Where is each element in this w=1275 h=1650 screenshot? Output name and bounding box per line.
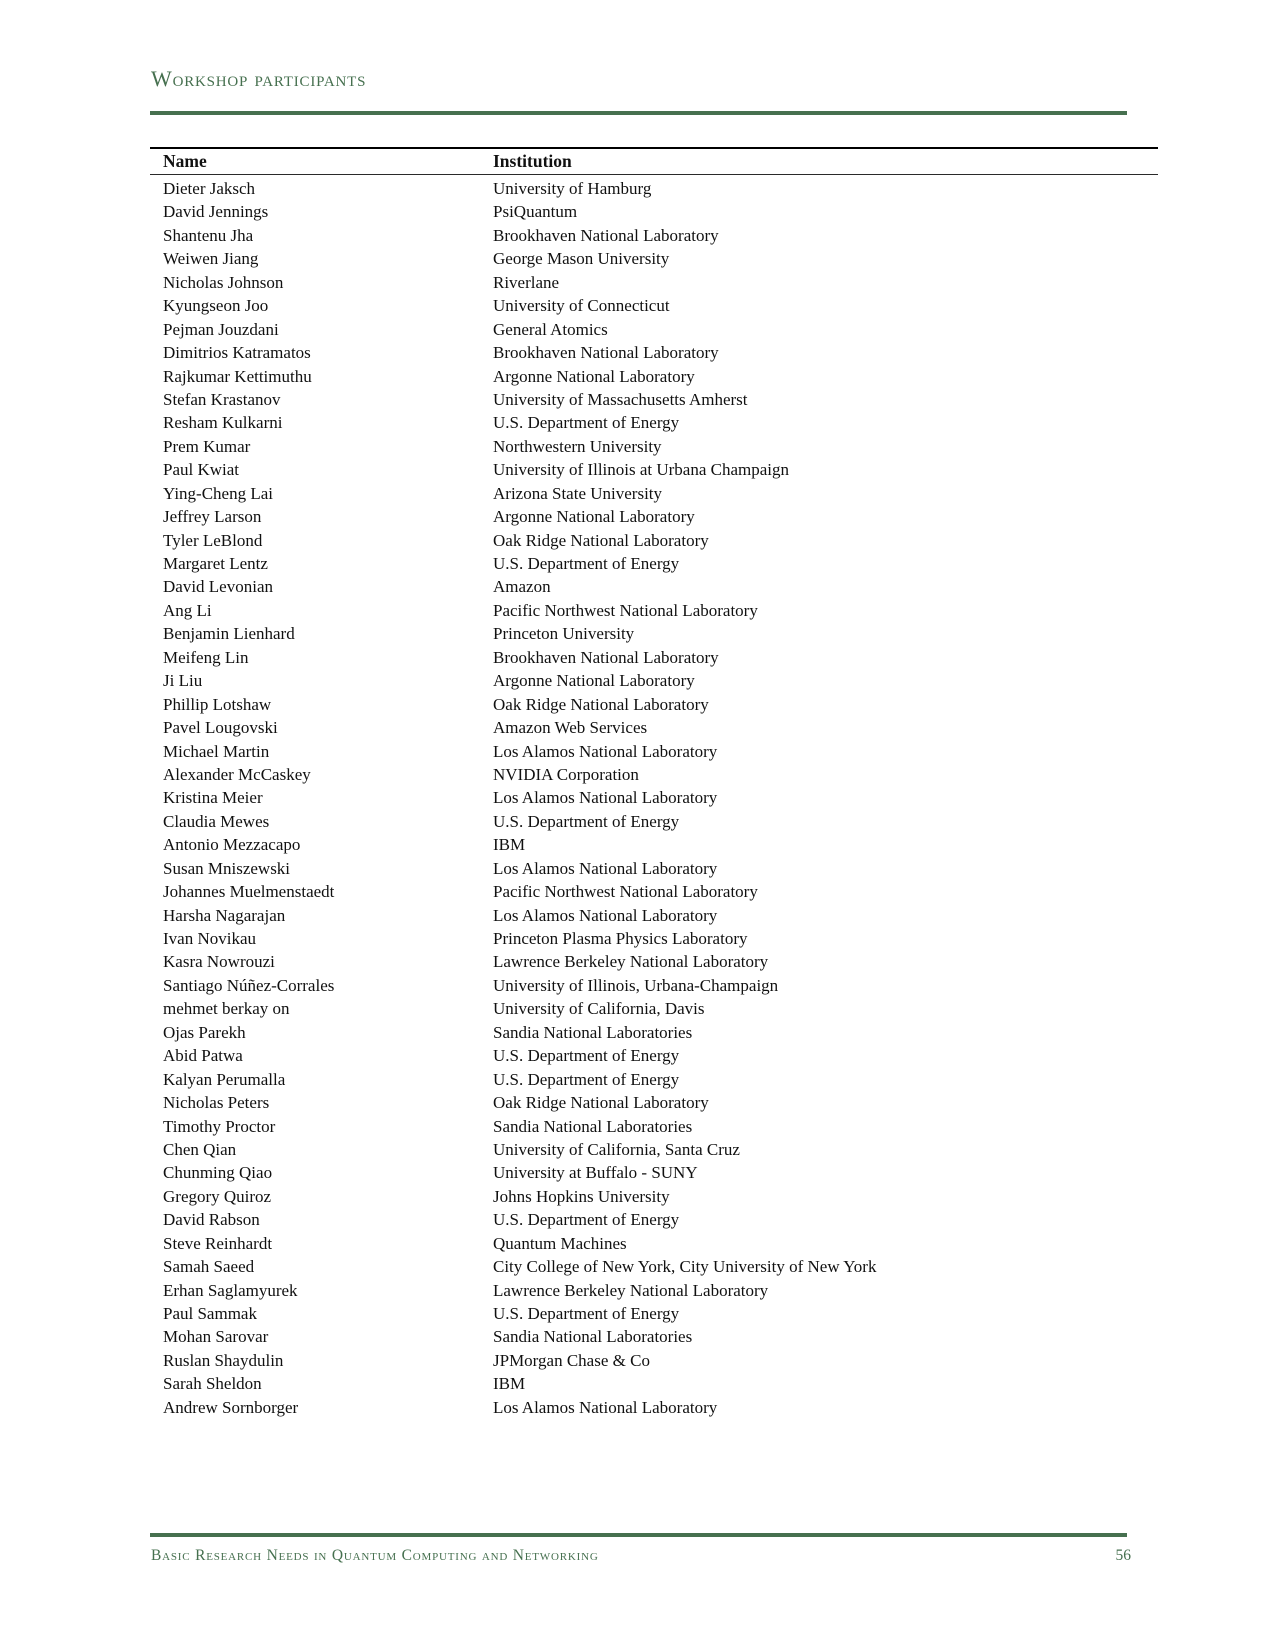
table-row	[163, 224, 1163, 247]
participant-institution: Princeton Plasma Physics Laboratory	[493, 929, 748, 948]
table-row	[163, 435, 1163, 458]
participant-name: Dieter Jaksch	[163, 179, 256, 198]
participant-institution: NVIDIA Corporation	[493, 764, 639, 784]
footer-rule	[150, 1533, 1127, 1537]
participant-name: Rajkumar Kettimuthu	[163, 366, 312, 386]
page-title: Workshop participants	[151, 66, 367, 91]
table-row	[163, 997, 1163, 1020]
participant-institution: Argonne National Laboratory	[493, 507, 695, 527]
participant-institution: Los Alamos National Laboratory	[493, 858, 718, 878]
table-row	[163, 1232, 1163, 1255]
table-row	[163, 1372, 1163, 1395]
table-row	[163, 575, 1163, 598]
participant-name: Gregory Quiroz	[163, 1186, 272, 1206]
participant-institution: Arizona State University	[493, 483, 663, 503]
participant-name: Mohan Sarovar	[163, 1327, 269, 1347]
participant-name: Ang Li	[163, 600, 212, 620]
participant-institution: George Mason University	[493, 249, 670, 269]
participant-name: Harsha Nagarajan	[163, 905, 286, 925]
participant-institution: U.S. Department of Energy	[493, 811, 680, 831]
participant-institution: University of Illinois at Urbana Champaign	[493, 460, 790, 480]
table-row	[163, 247, 1163, 270]
participant-name: Timothy Proctor	[163, 1116, 276, 1136]
participant-institution: U.S. Department of Energy	[493, 1210, 680, 1230]
table-row	[163, 927, 1163, 950]
participant-name: mehmet berkay on	[163, 999, 290, 1019]
table-row	[163, 1255, 1163, 1278]
participant-name: Pejman Jouzdani	[163, 319, 279, 339]
participant-institution: Oak Ridge National Laboratory	[493, 1093, 709, 1113]
participant-name: Shantenu Jha	[163, 225, 254, 245]
participant-name: Paul Kwiat	[163, 460, 240, 480]
participant-institution: U.S. Department of Energy	[493, 413, 680, 433]
participant-name: Paul Sammak	[163, 1304, 257, 1323]
participant-name: David Jennings	[163, 202, 269, 222]
participant-name: Tyler LeBlond	[163, 530, 263, 550]
table-row	[163, 1044, 1163, 1067]
participant-name: Resham Kulkarni	[163, 413, 283, 433]
participant-institution: Lawrence Berkeley National Laboratory	[493, 1280, 769, 1300]
table-row	[163, 904, 1163, 927]
table-row	[163, 318, 1163, 341]
participant-name: Ying-Cheng Lai	[163, 483, 274, 503]
table-row	[163, 341, 1163, 364]
page-number: 56	[1115, 1547, 1131, 1564]
participant-name: Chen Qian	[163, 1139, 237, 1159]
table-row	[163, 177, 1163, 200]
participant-name: Stefan Krastanov	[163, 389, 281, 409]
participant-institution: Los Alamos National Laboratory	[493, 905, 718, 925]
participant-name: Johannes Muelmenstaedt	[163, 882, 335, 902]
table-row	[163, 857, 1163, 880]
participant-name: Benjamin Lienhard	[163, 624, 295, 644]
table-row	[163, 833, 1163, 856]
participant-name: Michael Martin	[163, 741, 270, 761]
participant-institution: Lawrence Berkeley National Laboratory	[493, 952, 769, 972]
table-row	[163, 1349, 1163, 1372]
participant-name: Ivan Novikau	[163, 929, 257, 948]
participant-institution: Oak Ridge National Laboratory	[493, 530, 709, 550]
table-row	[163, 1021, 1163, 1044]
participant-institution: University of California, Santa Cruz	[493, 1139, 740, 1159]
participant-institution: U.S. Department of Energy	[493, 1069, 680, 1089]
participant-name: Ji Liu	[163, 671, 203, 691]
participant-institution: U.S. Department of Energy	[493, 1304, 680, 1323]
participants-table-body	[163, 177, 1163, 1419]
table-row	[163, 950, 1163, 973]
participant-institution: Quantum Machines	[493, 1233, 627, 1253]
table-row	[163, 1115, 1163, 1138]
participant-institution: University at Buffalo - SUNY	[493, 1163, 698, 1183]
participant-institution: University of Connecticut	[493, 296, 670, 316]
table-row	[163, 294, 1163, 317]
participant-name: Alexander McCaskey	[163, 764, 311, 784]
participant-name: Antonio Mezzacapo	[163, 835, 301, 855]
participant-institution: University of Hamburg	[493, 179, 652, 198]
participant-name: Santiago Núñez-Corrales	[163, 975, 335, 995]
participant-name: Claudia Mewes	[163, 811, 270, 831]
participant-institution: Oak Ridge National Laboratory	[493, 694, 709, 714]
table-row	[163, 669, 1163, 692]
participant-institution: Amazon	[493, 577, 551, 597]
participant-name: Susan Mniszewski	[163, 858, 291, 878]
table-row	[163, 622, 1163, 645]
participant-institution: Argonne National Laboratory	[493, 366, 695, 386]
participant-institution: Brookhaven National Laboratory	[493, 647, 719, 667]
participant-institution: General Atomics	[493, 319, 608, 339]
participant-name: Nicholas Peters	[163, 1093, 270, 1113]
participant-institution: Los Alamos National Laboratory	[493, 1397, 718, 1417]
column-header-institution: Institution	[493, 151, 572, 171]
table-row	[163, 552, 1163, 575]
table-row	[163, 646, 1163, 669]
participant-institution: U.S. Department of Energy	[493, 554, 680, 573]
participant-institution: Los Alamos National Laboratory	[493, 788, 718, 808]
participant-institution: City College of New York, City University of New York	[493, 1257, 877, 1277]
table-row	[163, 1396, 1163, 1419]
participant-name: Kristina Meier	[163, 788, 263, 808]
table-header-rule	[150, 174, 1158, 176]
table-row	[163, 458, 1163, 481]
participant-institution: Los Alamos National Laboratory	[493, 741, 718, 761]
table-row	[163, 411, 1163, 434]
participant-name: Erhan Saglamyurek	[163, 1280, 298, 1300]
table-row	[163, 505, 1163, 528]
table-row	[163, 1208, 1163, 1231]
participant-name: Sarah Sheldon	[163, 1374, 262, 1394]
participant-name: Kyungseon Joo	[163, 296, 269, 316]
table-row	[163, 1185, 1163, 1208]
table-row	[163, 1279, 1163, 1302]
participant-name: Weiwen Jiang	[163, 249, 259, 269]
table-row	[163, 1325, 1163, 1348]
participant-name: Steve Reinhardt	[163, 1233, 273, 1253]
footer-title: Basic Research Needs in Quantum Computing and Networking	[151, 1547, 599, 1564]
participant-name: Phillip Lotshaw	[163, 694, 272, 714]
participant-name: Samah Saeed	[163, 1257, 255, 1277]
table-row	[163, 716, 1163, 739]
participant-name: David Rabson	[163, 1210, 260, 1230]
table-row	[163, 974, 1163, 997]
table-row	[163, 529, 1163, 552]
participant-institution: IBM	[493, 835, 526, 855]
table-row	[163, 599, 1163, 622]
participant-institution: University of California, Davis	[493, 999, 705, 1019]
participant-name: Meifeng Lin	[163, 647, 249, 667]
participant-institution: Brookhaven National Laboratory	[493, 343, 719, 363]
participant-institution: Sandia National Laboratories	[493, 1327, 693, 1347]
participant-name: Margaret Lentz	[163, 554, 268, 573]
table-row	[163, 271, 1163, 294]
participant-institution: Pacific Northwest National Laboratory	[493, 600, 758, 620]
participant-institution: University of Massachusetts Amherst	[493, 389, 748, 409]
participant-institution: Sandia National Laboratories	[493, 1116, 693, 1136]
table-row	[163, 1138, 1163, 1161]
table-row	[163, 810, 1163, 833]
table-row	[163, 1068, 1163, 1091]
table-row	[163, 1161, 1163, 1184]
participant-name: Prem Kumar	[163, 436, 251, 456]
participant-institution: Argonne National Laboratory	[493, 671, 695, 691]
participant-institution: Riverlane	[493, 272, 560, 292]
participant-name: Dimitrios Katramatos	[163, 343, 311, 363]
participant-name: Nicholas Johnson	[163, 272, 284, 292]
participant-institution: Brookhaven National Laboratory	[493, 225, 719, 245]
participant-institution: Pacific Northwest National Laboratory	[493, 882, 758, 902]
table-row	[163, 200, 1163, 223]
table-row	[163, 1091, 1163, 1114]
participant-institution: Sandia National Laboratories	[493, 1022, 693, 1042]
table-row	[163, 880, 1163, 903]
participant-name: Chunming Qiao	[163, 1163, 273, 1183]
participant-name: Kalyan Perumalla	[163, 1069, 286, 1089]
participant-institution: Amazon Web Services	[493, 718, 648, 738]
participant-name: Andrew Sornborger	[163, 1397, 299, 1417]
participant-institution: Johns Hopkins University	[493, 1186, 670, 1206]
participant-institution: University of Illinois, Urbana-Champaign	[493, 975, 779, 995]
participant-institution: PsiQuantum	[493, 202, 578, 222]
table-row	[163, 388, 1163, 411]
participant-name: David Levonian	[163, 577, 273, 597]
participant-name: Pavel Lougovski	[163, 718, 278, 738]
table-row	[163, 365, 1163, 388]
participant-institution: JPMorgan Chase & Co	[493, 1350, 650, 1370]
participant-name: Jeffrey Larson	[163, 507, 262, 527]
participant-institution: IBM	[493, 1374, 526, 1394]
table-row	[163, 693, 1163, 716]
participant-name: Abid Patwa	[163, 1046, 243, 1066]
participant-name: Ruslan Shaydulin	[163, 1350, 284, 1370]
table-header-row	[163, 149, 1158, 173]
header-rule	[150, 111, 1127, 115]
table-row	[163, 482, 1163, 505]
participant-institution: Princeton University	[493, 624, 635, 644]
participant-name: Kasra Nowrouzi	[163, 952, 275, 972]
column-header-name: Name	[163, 151, 207, 171]
participant-institution: Northwestern University	[493, 436, 662, 456]
table-row	[163, 1302, 1163, 1325]
table-row	[163, 740, 1163, 763]
participant-institution: U.S. Department of Energy	[493, 1046, 680, 1066]
table-row	[163, 763, 1163, 786]
participant-name: Ojas Parekh	[163, 1022, 246, 1042]
table-row	[163, 786, 1163, 809]
